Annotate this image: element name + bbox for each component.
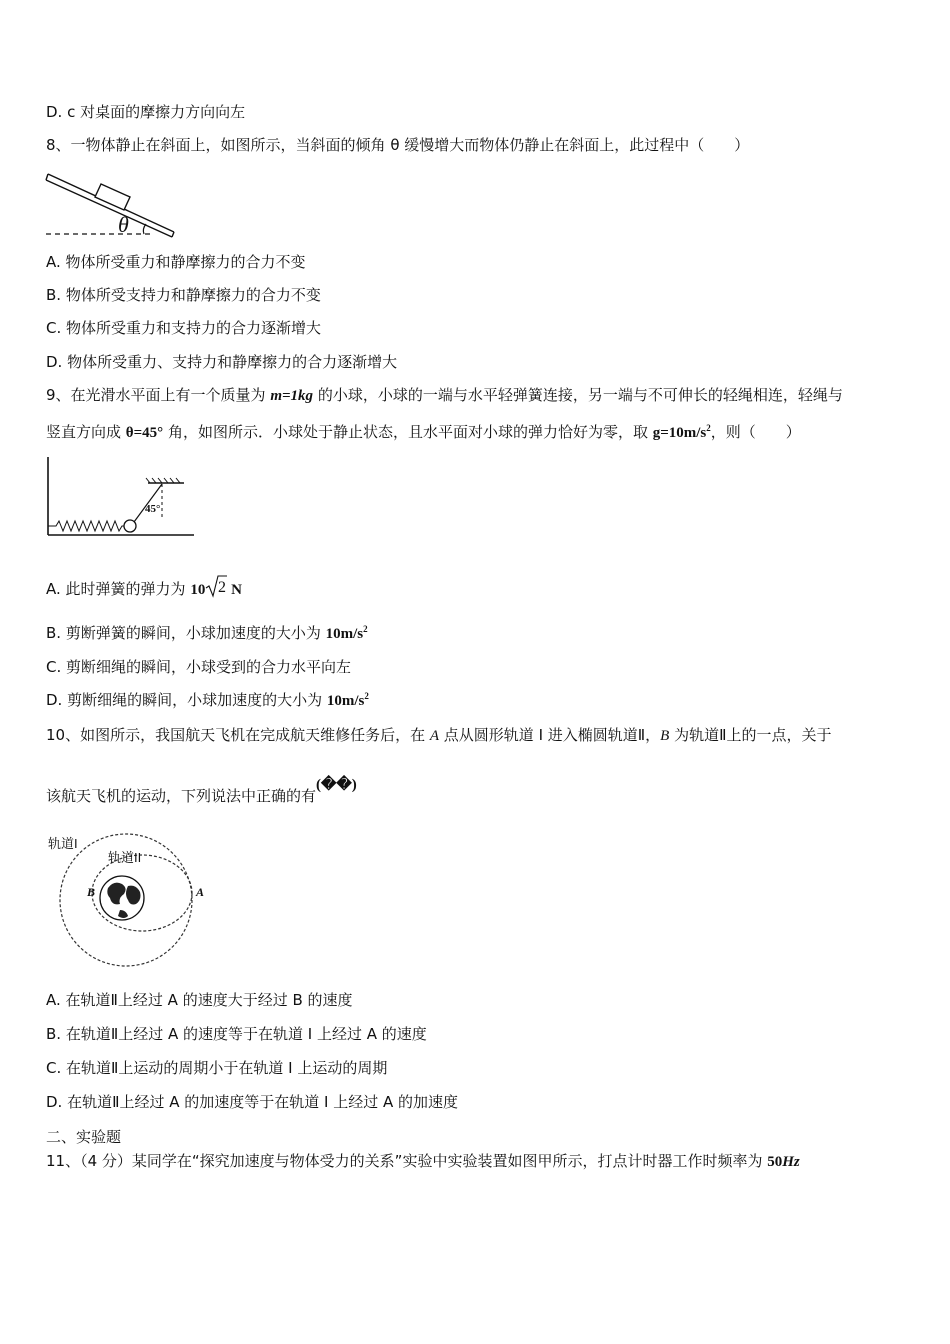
section-heading: 二、实验题: [46, 1128, 122, 1146]
q9-angle: θ=45°: [125, 425, 164, 441]
q10-point-a: A: [429, 728, 440, 744]
q9-gravity-exp: 2: [706, 423, 711, 433]
q9-stem-text: 的小球，小球的一端与水平轻弹簧连接，另一端与不可伸长的轻绳相连，轻绳与: [313, 386, 843, 404]
q9-mass: m=1kg: [270, 388, 314, 404]
q10-orbit-figure: [44, 830, 214, 970]
q7-option-d: D. c 对桌面的摩擦力方向向左: [46, 103, 246, 121]
angle-label: 45°: [145, 503, 161, 515]
angle-arc: [143, 224, 146, 234]
q11-frequency-unit: Hz: [782, 1154, 800, 1170]
q9-option-b-text: B. 剪断弹簧的瞬间，小球加速度的大小为: [46, 624, 326, 642]
q9-option-b-exp: 2: [363, 624, 368, 634]
orbit-2-label: 轨道II: [108, 850, 142, 865]
q9-stem-text: 9、在光滑水平面上有一个质量为: [46, 386, 271, 404]
sqrt-symbol: [205, 574, 227, 601]
q9-option-a-text: A. 此时弹簧的弹力为: [46, 580, 191, 598]
q9-option-a: [46, 574, 242, 603]
incline-tip: [172, 232, 174, 237]
q9-option-a-coef: 10: [190, 582, 206, 598]
q9-option-d: [46, 690, 369, 711]
q10-stem-text: 该航天飞机的运动，下列说法中正确的有: [46, 787, 317, 805]
q9-stem-text: 竖直方向成: [46, 423, 126, 441]
q9-option-b: [46, 623, 368, 644]
q9-stem-line1: [46, 385, 843, 406]
q9-option-d-text: D. 剪断细绳的瞬间，小球加速度的大小为: [46, 691, 327, 709]
q9-option-d-exp: 2: [364, 691, 369, 701]
q11-stem-text: 11、（4 分）某同学在“探究加速度与物体受力的关系”实验中实验装置如图甲所示，打点计时器工作时频率为: [46, 1152, 768, 1170]
q11-stem: [46, 1151, 800, 1172]
q11-frequency: 50: [767, 1154, 783, 1170]
block: [95, 184, 130, 210]
q10-stem-text: 为轨道Ⅱ上的一点，关于: [669, 726, 832, 744]
q9-stem-text: ，则（ ）: [710, 423, 801, 441]
q10-option-d: D. 在轨道Ⅱ上经过 A 的加速度等于在轨道 Ⅰ 上经过 A 的加速度: [46, 1093, 459, 1111]
q10-answer-bracket: (��): [316, 777, 357, 793]
q8-option-a: A. 物体所受重力和静摩擦力的合力不变: [46, 253, 306, 271]
q9-option-b-value: 10m/s: [325, 626, 364, 642]
incline-end: [46, 174, 48, 180]
q8-option-c: C. 物体所受重力和支持力的合力逐渐增大: [46, 319, 322, 337]
point-a-label: A: [196, 885, 205, 899]
q8-option-b: B. 物体所受支持力和静摩擦力的合力不变: [46, 286, 321, 304]
q10-stem-text: 点从圆形轨道 Ⅰ 进入椭圆轨道Ⅱ，: [439, 726, 661, 744]
q10-option-a: A. 在轨道Ⅱ上经过 A 的速度大于经过 B 的速度: [46, 991, 353, 1009]
orbit-1-label: 轨道I: [48, 836, 78, 851]
q9-gravity: g=10m/s: [652, 425, 707, 441]
sqrt-radicand: 2: [218, 579, 227, 596]
q10-point-b: B: [660, 728, 670, 744]
q9-stem-line2: [46, 422, 801, 443]
q10-stem-line2: [46, 777, 357, 807]
sqrt-sign: [205, 574, 227, 598]
q9-option-d-value: 10m/s: [326, 693, 365, 709]
q9-option-c: C. 剪断细绳的瞬间，小球受到的合力水平向左: [46, 658, 352, 676]
q8-stem: 8、一物体静止在斜面上，如图所示，当斜面的倾角 θ 缓慢增大而物体仍静止在斜面上，此过程中（ ）: [46, 136, 750, 154]
q9-option-a-unit: N: [227, 582, 242, 598]
q9-spring-figure: [44, 455, 199, 540]
q10-stem-text: 10、如图所示，我国航天飞机在完成航天维修任务后，在: [46, 726, 430, 744]
q10-stem-line1: [46, 725, 831, 746]
q10-option-c: C. 在轨道Ⅱ上运动的周期小于在轨道 Ⅰ 上运动的周期: [46, 1059, 388, 1077]
point-b-label: B: [87, 885, 96, 899]
q8-incline-figure: [44, 162, 184, 240]
q10-option-b: B. 在轨道Ⅱ上经过 A 的速度等于在轨道 Ⅰ 上经过 A 的速度: [46, 1025, 427, 1043]
theta-label: θ: [118, 212, 129, 237]
q8-option-d: D. 物体所受重力、支持力和静摩擦力的合力逐渐增大: [46, 353, 398, 371]
spring: [48, 521, 124, 531]
q9-stem-text: 角，如图所示．小球处于静止状态，且水平面对小球的弹力恰好为零，取: [163, 423, 653, 441]
